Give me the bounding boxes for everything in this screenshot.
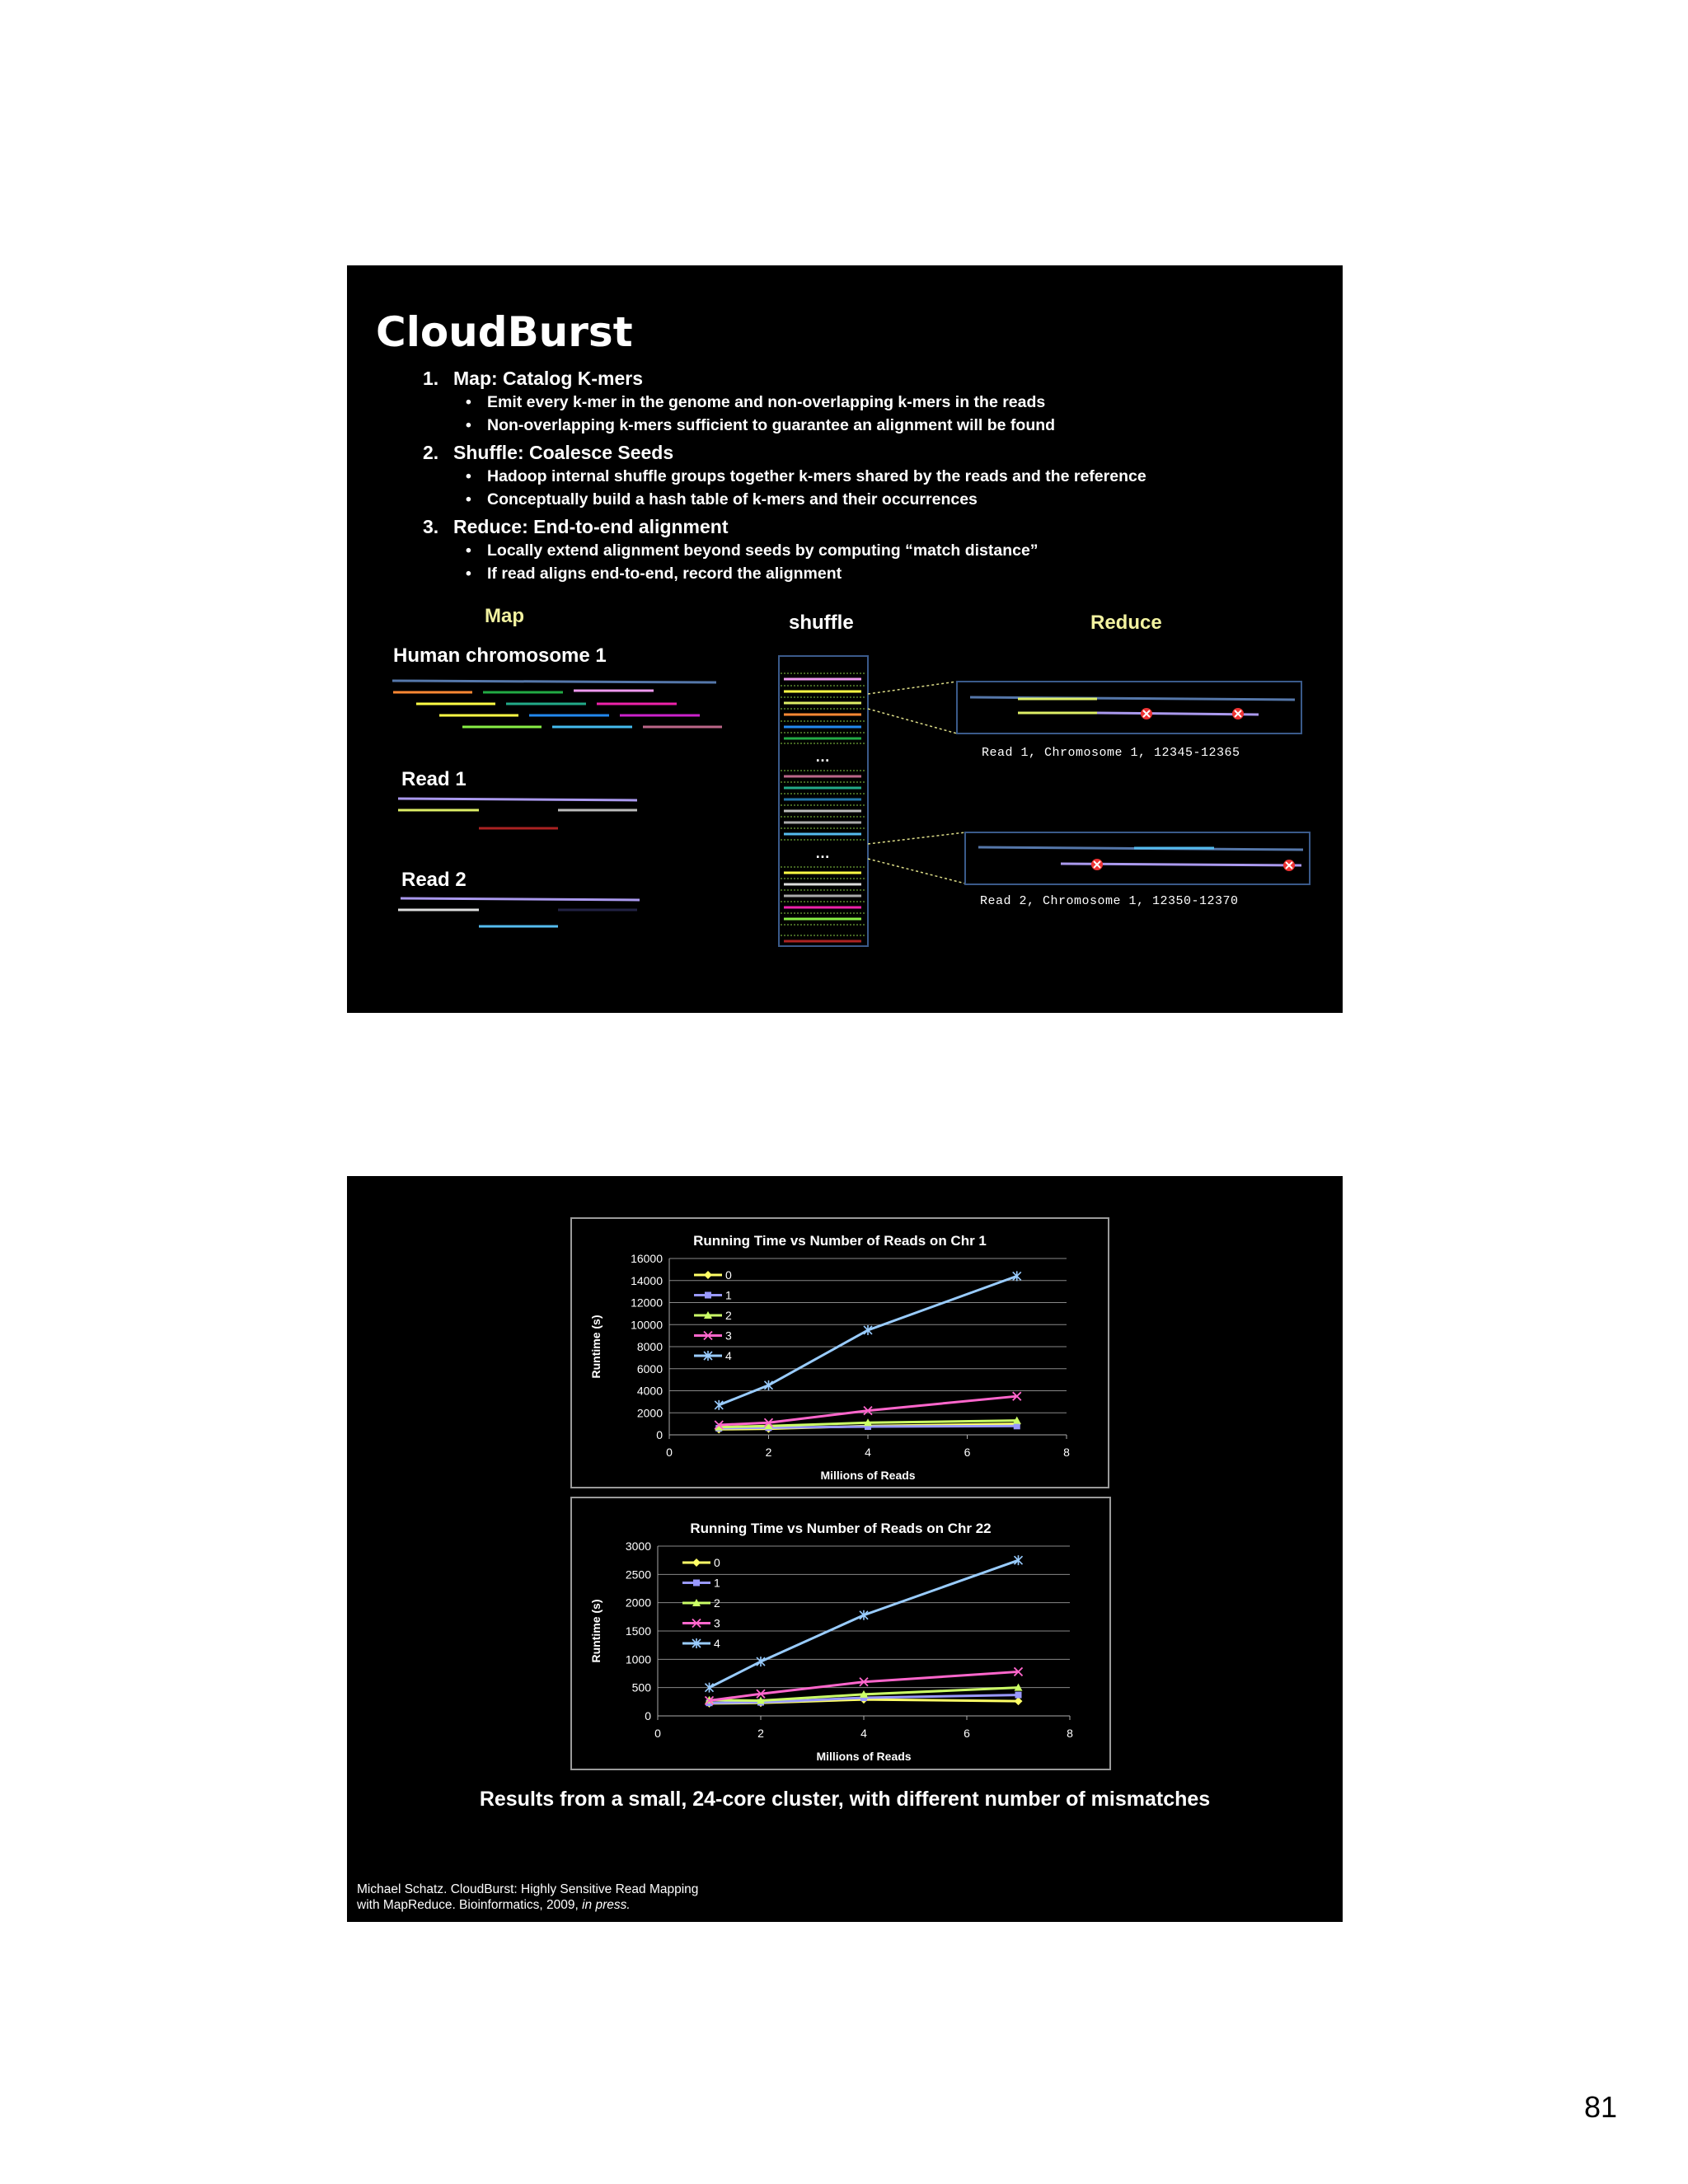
read1-kmers	[398, 799, 637, 828]
shuffle-entries	[784, 679, 861, 941]
y-tick-label: 16000	[631, 1252, 663, 1265]
chromosome-label: Human chromosome 1	[393, 644, 607, 667]
data-point	[1015, 1697, 1023, 1705]
step-label: Reduce: End-to-end alignment	[453, 516, 729, 537]
legend-entry	[682, 1596, 720, 1610]
y-tick-label: 14000	[631, 1273, 663, 1287]
legend-entry	[694, 1289, 732, 1302]
mismatch-icon	[1232, 708, 1244, 719]
legend-entry	[682, 1556, 720, 1569]
legend-entry	[694, 1309, 732, 1322]
legend-marker	[693, 1580, 700, 1586]
x-tick-label: 0	[666, 1446, 673, 1459]
connector-lines	[868, 682, 965, 883]
chart-title: Running Time vs Number of Reads on Chr 1	[693, 1233, 987, 1249]
legend-marker	[704, 1271, 712, 1279]
step-label: Map: Catalog K-mers	[453, 368, 644, 389]
y-tick-label: 3000	[625, 1540, 651, 1553]
y-tick-label: 1000	[625, 1652, 651, 1666]
shuffle-ellipsis: …	[815, 748, 830, 765]
y-tick-label: 8000	[636, 1340, 663, 1353]
chart-chr22-frame	[570, 1497, 1111, 1770]
legend-label: 4	[714, 1637, 720, 1650]
legend-label: 4	[725, 1349, 732, 1362]
legend-label: 0	[725, 1268, 732, 1282]
citation-line1: Michael Schatz. CloudBurst: Highly Sensitive Read Mapping	[357, 1882, 699, 1896]
page-number: 81	[1584, 2090, 1618, 2124]
bullet: • Conceptually build a hash table of k-mers and their occurrences	[466, 488, 1146, 511]
citation-line2: with MapReduce. Bioinformatics, 2009,	[357, 1898, 583, 1912]
chromosome-line	[392, 681, 716, 682]
y-tick-label: 500	[631, 1680, 651, 1694]
x-tick-label: 4	[865, 1446, 871, 1459]
alignment-result-1: Read 1, Chromosome 1, 12345-12365	[982, 746, 1240, 760]
legend-label: 3	[725, 1329, 732, 1343]
y-tick-label: 12000	[631, 1296, 663, 1310]
reduce-alignment-2	[965, 832, 1310, 884]
shuffle-ellipsis: …	[815, 845, 830, 861]
legend-entry	[682, 1577, 720, 1590]
read-line	[401, 898, 640, 900]
y-axis-label: Runtime (s)	[589, 1599, 603, 1663]
alignment-result-2: Read 2, Chromosome 1, 12350-12370	[980, 894, 1239, 908]
series-4	[706, 1555, 1023, 1693]
bullet: • Hadoop internal shuffle groups together k-mers shared by the reads and the reference	[466, 465, 1146, 488]
mismatch-icon	[1091, 859, 1103, 870]
chart-title: Running Time vs Number of Reads on Chr 22	[690, 1521, 992, 1536]
bullet: • Emit every k-mer in the genome and non-overlapping k-mers in the reads	[466, 391, 1146, 414]
y-axis-label: Runtime (s)	[589, 1315, 603, 1379]
read2-kmers	[398, 898, 640, 926]
mismatch-icon	[1283, 860, 1295, 871]
slide-cloudburst	[347, 265, 1343, 1013]
slide-title: CloudBurst	[376, 308, 633, 356]
step-number: 1.	[423, 368, 439, 389]
chart-chr1-frame	[570, 1217, 1109, 1488]
x-tick-label: 2	[757, 1727, 764, 1740]
y-tick-label: 0	[656, 1428, 663, 1441]
series-line	[710, 1560, 1019, 1688]
slide-results	[347, 1176, 1343, 1922]
citation-italic: in press.	[582, 1898, 631, 1912]
legend-label: 2	[714, 1596, 720, 1610]
data-point	[1015, 1692, 1022, 1699]
citation	[357, 1882, 698, 1913]
x-tick-label: 8	[1067, 1727, 1073, 1740]
read-line	[398, 799, 637, 800]
legend-label: 2	[725, 1309, 732, 1322]
legend-label: 0	[714, 1556, 720, 1569]
y-tick-label: 2000	[625, 1596, 651, 1610]
x-tick-label: 4	[860, 1727, 867, 1740]
series-4	[715, 1271, 1021, 1409]
legend-entry	[694, 1329, 732, 1343]
y-tick-label: 2500	[625, 1568, 651, 1582]
step-number: 2.	[423, 442, 439, 463]
y-tick-label: 2000	[636, 1406, 663, 1420]
bullet: • Locally extend alignment beyond seeds by computing “match distance”	[466, 539, 1146, 562]
mismatch-icon	[1141, 708, 1152, 719]
chart-chr22	[572, 1498, 1109, 1769]
legend-marker	[692, 1558, 701, 1567]
x-axis-label: Millions of Reads	[816, 1750, 912, 1763]
y-tick-label: 4000	[636, 1384, 663, 1398]
x-tick-label: 8	[1063, 1446, 1070, 1459]
read2-label: Read 2	[401, 869, 467, 891]
y-tick-label: 1500	[625, 1624, 651, 1638]
x-tick-label: 6	[964, 1727, 970, 1740]
results-caption: Results from a small, 24-core cluster, with different number of mismatches	[479, 1788, 1211, 1811]
step-label: Shuffle: Coalesce Seeds	[453, 442, 674, 463]
reduce-alignment-1	[957, 682, 1301, 733]
chart-chr1	[572, 1219, 1108, 1487]
x-tick-label: 6	[964, 1446, 971, 1459]
y-tick-label: 10000	[631, 1318, 663, 1332]
bullet: • Non-overlapping k-mers sufficient to guarantee an alignment will be found	[466, 414, 1146, 437]
x-axis-label: Millions of Reads	[820, 1469, 916, 1482]
legend-entry	[682, 1637, 720, 1650]
legend-entry	[694, 1268, 732, 1282]
shuffle-label: shuffle	[789, 612, 854, 634]
shuffle-table	[779, 656, 868, 946]
legend-entry	[682, 1617, 720, 1630]
y-tick-label: 6000	[636, 1361, 663, 1376]
bullet: • If read aligns end-to-end, record the alignment	[466, 562, 1146, 585]
map-label: Map	[485, 605, 524, 627]
legend-label: 1	[714, 1576, 720, 1590]
shuffle-box	[779, 656, 868, 946]
reduce-label: Reduce	[1090, 612, 1162, 634]
y-tick-label: 0	[645, 1709, 651, 1722]
legend-entry	[694, 1349, 732, 1362]
legend-label: 3	[714, 1616, 720, 1630]
chromosome-kmers	[392, 681, 722, 727]
legend-marker	[705, 1292, 711, 1299]
read1-label: Read 1	[401, 768, 467, 790]
x-tick-label: 2	[765, 1446, 772, 1459]
x-tick-label: 0	[654, 1727, 661, 1740]
step-number: 3.	[423, 516, 439, 537]
legend-label: 1	[725, 1288, 732, 1302]
series-line	[719, 1276, 1017, 1404]
